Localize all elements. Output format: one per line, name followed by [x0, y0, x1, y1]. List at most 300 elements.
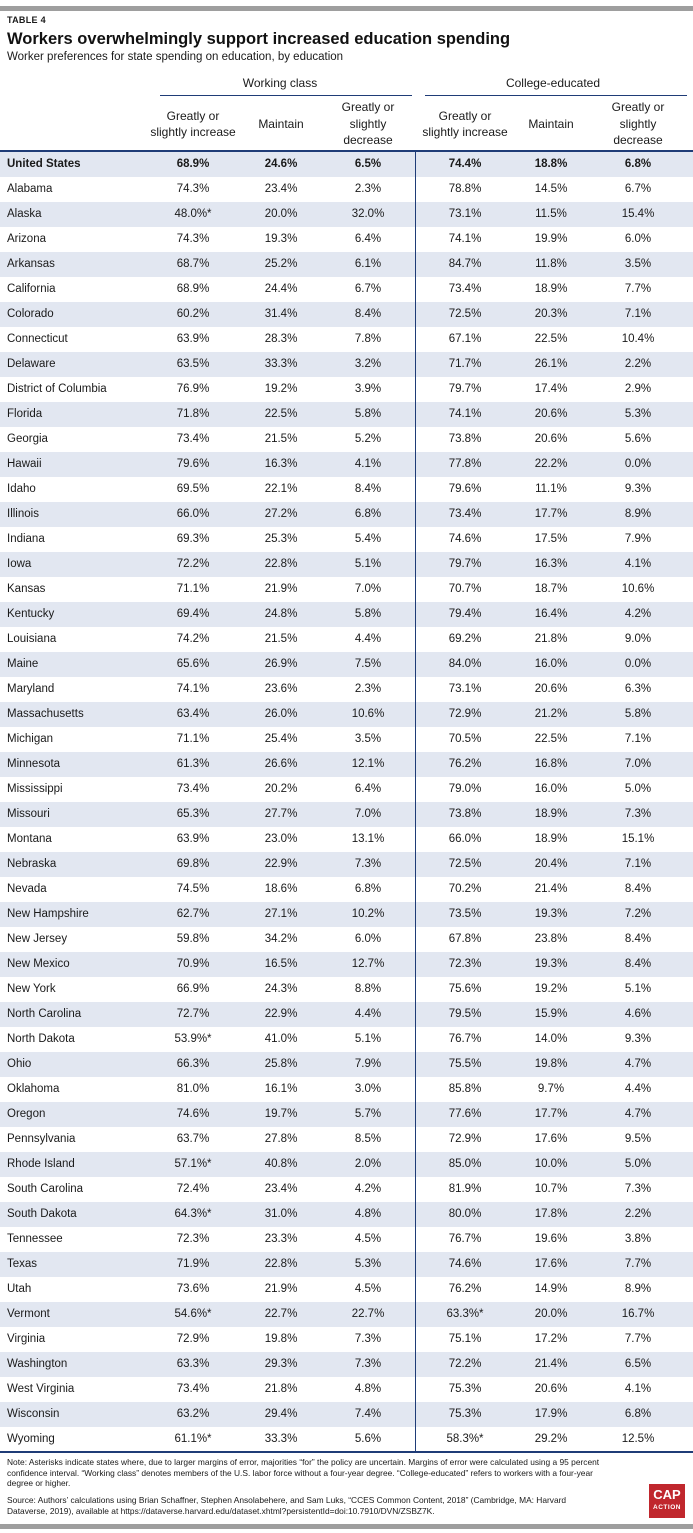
- row-state-name: Massachusetts: [7, 708, 84, 720]
- row-ce-decrease: 4.7%: [624, 1058, 652, 1070]
- row-ce-decrease: 6.3%: [624, 683, 652, 695]
- table-row: [0, 1077, 693, 1102]
- row-ce-increase: 58.3%*: [446, 1433, 484, 1445]
- row-state-name: South Carolina: [7, 1183, 84, 1195]
- row-wc-decrease: 5.8%: [354, 408, 382, 420]
- row-ce-decrease: 4.1%: [624, 1383, 652, 1395]
- row-ce-decrease: 8.4%: [624, 958, 652, 970]
- row-ce-maintain: 19.9%: [534, 233, 568, 245]
- row-wc-increase: 63.9%: [176, 833, 210, 845]
- row-wc-decrease: 8.8%: [354, 983, 382, 995]
- row-ce-increase: 75.3%: [448, 1408, 482, 1420]
- row-wc-decrease: 10.2%: [351, 908, 385, 920]
- col-header-wc-maintain: Maintain: [258, 116, 304, 131]
- table-row: [0, 527, 693, 552]
- row-wc-increase: 74.6%: [176, 1108, 210, 1120]
- row-ce-increase: 76.7%: [448, 1233, 482, 1245]
- row-ce-decrease: 4.6%: [624, 1008, 652, 1020]
- row-ce-maintain: 14.9%: [534, 1283, 568, 1295]
- row-wc-increase: 74.2%: [176, 633, 210, 645]
- table-row: [0, 1127, 693, 1152]
- row-wc-maintain: 22.7%: [264, 1308, 298, 1320]
- row-wc-decrease: 5.8%: [354, 608, 382, 620]
- table-row: [0, 1102, 693, 1127]
- table-row: [0, 1202, 693, 1227]
- row-wc-maintain: 26.6%: [264, 758, 298, 770]
- row-wc-increase: 76.9%: [176, 383, 210, 395]
- table-row: [0, 977, 693, 1002]
- table-row: [0, 1327, 693, 1352]
- row-wc-increase: 74.5%: [176, 883, 210, 895]
- row-state-name: Rhode Island: [7, 1158, 75, 1170]
- row-wc-decrease: 6.8%: [354, 883, 382, 895]
- row-wc-maintain: 25.4%: [264, 733, 298, 745]
- row-wc-increase: 79.6%: [176, 458, 210, 470]
- row-ce-increase: 73.1%: [448, 683, 482, 695]
- row-wc-increase: 63.9%: [176, 333, 210, 345]
- row-ce-decrease: 10.4%: [621, 333, 655, 345]
- row-state-name: Arkansas: [7, 258, 55, 270]
- row-wc-decrease: 32.0%: [351, 208, 385, 220]
- row-ce-maintain: 21.4%: [534, 1358, 568, 1370]
- row-ce-decrease: 0.0%: [624, 658, 652, 670]
- row-state-name: New Jersey: [7, 933, 68, 945]
- row-ce-decrease: 5.3%: [624, 408, 652, 420]
- group-header-college-educated: College-educated: [505, 76, 601, 90]
- row-ce-decrease: 8.4%: [624, 883, 652, 895]
- row-ce-maintain: 19.8%: [534, 1058, 568, 1070]
- row-wc-decrease: 4.2%: [354, 1183, 382, 1195]
- row-wc-decrease: 3.5%: [354, 733, 382, 745]
- row-ce-maintain: 20.6%: [534, 408, 568, 420]
- row-wc-increase: 54.6%*: [174, 1308, 212, 1320]
- row-ce-maintain: 29.2%: [534, 1433, 568, 1445]
- table-row: [0, 427, 693, 452]
- row-wc-increase: 63.2%: [176, 1408, 210, 1420]
- table-row: [0, 1227, 693, 1252]
- table-row: [0, 1052, 693, 1077]
- row-state-name: New Hampshire: [7, 908, 89, 920]
- row-ce-increase: 75.6%: [448, 983, 482, 995]
- row-wc-maintain: 29.3%: [264, 1358, 298, 1370]
- bottom-rule: [0, 1451, 693, 1453]
- row-ce-increase: 85.8%: [448, 1083, 482, 1095]
- row-ce-decrease: 7.1%: [624, 858, 652, 870]
- row-ce-maintain: 11.1%: [535, 483, 567, 495]
- row-state-name: Ohio: [7, 1058, 32, 1070]
- row-state-name: Missouri: [7, 808, 50, 820]
- row-state-name: California: [7, 283, 56, 295]
- row-wc-decrease: 5.7%: [354, 1108, 382, 1120]
- row-state-name: Montana: [7, 833, 52, 845]
- row-state-name: Illinois: [7, 508, 39, 520]
- row-wc-increase: 68.9%: [176, 283, 210, 295]
- row-wc-maintain: 19.3%: [264, 233, 298, 245]
- row-state-name: Wyoming: [7, 1433, 55, 1445]
- row-ce-increase: 79.5%: [448, 1008, 482, 1020]
- row-wc-decrease: 4.8%: [354, 1208, 382, 1220]
- row-wc-maintain: 23.4%: [264, 1183, 298, 1195]
- row-ce-increase: 76.7%: [448, 1033, 482, 1045]
- row-state-name: New Mexico: [7, 958, 70, 970]
- row-ce-increase: 79.7%: [448, 558, 482, 570]
- row-wc-increase: 71.1%: [176, 583, 210, 595]
- table-row: [0, 302, 693, 327]
- row-ce-decrease: 6.0%: [624, 233, 652, 245]
- row-ce-decrease: 16.7%: [621, 1308, 655, 1320]
- row-wc-maintain: 23.4%: [264, 183, 298, 195]
- row-state-name: Alabama: [7, 183, 53, 195]
- row-ce-maintain: 15.9%: [534, 1008, 568, 1020]
- row-wc-increase: 73.4%: [176, 783, 210, 795]
- row-ce-decrease: 7.7%: [624, 283, 652, 295]
- row-wc-maintain: 22.9%: [264, 858, 298, 870]
- row-state-name: Mississippi: [7, 783, 63, 795]
- row-wc-increase: 48.0%*: [174, 208, 212, 220]
- row-wc-decrease: 8.4%: [354, 308, 382, 320]
- row-state-name: Minnesota: [7, 758, 61, 770]
- row-wc-maintain: 19.2%: [264, 383, 298, 395]
- col-header-ce-increase: Greatly or slightly increase: [422, 108, 508, 139]
- row-wc-decrease: 7.8%: [354, 333, 382, 345]
- table-row: [0, 852, 693, 877]
- row-ce-decrease: 9.5%: [624, 1133, 652, 1145]
- row-wc-maintain: 16.1%: [264, 1083, 298, 1095]
- row-wc-decrease: 7.3%: [354, 858, 382, 870]
- row-wc-increase: 68.9%: [176, 158, 210, 170]
- row-wc-maintain: 25.2%: [264, 258, 298, 270]
- row-ce-decrease: 7.7%: [624, 1258, 652, 1270]
- row-ce-maintain: 21.4%: [534, 883, 568, 895]
- row-wc-decrease: 4.8%: [354, 1383, 382, 1395]
- row-wc-decrease: 7.5%: [354, 658, 382, 670]
- row-wc-maintain: 27.2%: [264, 508, 298, 520]
- table-row: [0, 952, 693, 977]
- row-ce-decrease: 3.8%: [624, 1233, 652, 1245]
- table-note: Note: Asterisks indicate states where, due to larger margins of error, majorities “for” the policy are uncertain. Margins of error were calculated using a 95 percent confidence interval. “Working class” denotes members of the U.S. labor force without a four-year degree. “College-educated” refers to workers with a four-year degree or higher.: [7, 1457, 600, 1489]
- row-ce-increase: 67.8%: [448, 933, 482, 945]
- row-wc-increase: 74.1%: [176, 683, 210, 695]
- row-wc-increase: 66.3%: [176, 1058, 210, 1070]
- table-row: [0, 627, 693, 652]
- row-ce-maintain: 22.5%: [534, 333, 568, 345]
- row-wc-maintain: 19.7%: [264, 1108, 298, 1120]
- row-ce-maintain: 17.6%: [534, 1258, 568, 1270]
- row-wc-maintain: 23.6%: [264, 683, 298, 695]
- row-wc-decrease: 8.4%: [354, 483, 382, 495]
- row-ce-increase: 72.5%: [448, 858, 482, 870]
- row-ce-increase: 79.7%: [448, 383, 482, 395]
- row-ce-maintain: 17.5%: [534, 533, 568, 545]
- row-ce-maintain: 16.0%: [534, 783, 568, 795]
- row-state-name: Alaska: [7, 208, 42, 220]
- row-state-name: Vermont: [7, 1308, 50, 1320]
- row-ce-maintain: 16.3%: [534, 558, 568, 570]
- table-row: [0, 877, 693, 902]
- row-ce-increase: 74.1%: [448, 233, 482, 245]
- row-wc-decrease: 4.4%: [354, 633, 382, 645]
- table-row: [0, 227, 693, 252]
- row-wc-increase: 65.3%: [176, 808, 210, 820]
- row-wc-increase: 57.1%*: [174, 1158, 212, 1170]
- row-ce-decrease: 4.2%: [624, 608, 652, 620]
- row-ce-increase: 78.8%: [448, 183, 482, 195]
- table-row: [0, 177, 693, 202]
- row-ce-maintain: 19.2%: [534, 983, 568, 995]
- row-wc-decrease: 5.3%: [354, 1258, 382, 1270]
- row-wc-decrease: 4.5%: [354, 1283, 382, 1295]
- row-wc-maintain: 20.0%: [264, 208, 298, 220]
- bottom-bar: [0, 1524, 693, 1529]
- row-ce-decrease: 8.4%: [624, 933, 652, 945]
- row-wc-maintain: 22.5%: [264, 408, 298, 420]
- table-row: [0, 402, 693, 427]
- table-row: [0, 1402, 693, 1427]
- table-row: [0, 552, 693, 577]
- row-ce-decrease: 7.1%: [624, 733, 652, 745]
- row-state-name: North Dakota: [7, 1033, 75, 1045]
- table-row: [0, 1177, 693, 1202]
- row-ce-maintain: 20.4%: [534, 858, 568, 870]
- row-ce-increase: 74.6%: [448, 533, 482, 545]
- row-ce-increase: 74.4%: [448, 158, 482, 170]
- row-ce-decrease: 8.9%: [624, 508, 652, 520]
- row-wc-decrease: 7.0%: [354, 583, 382, 595]
- row-state-name: Delaware: [7, 358, 56, 370]
- row-ce-increase: 77.8%: [448, 458, 482, 470]
- row-ce-increase: 63.3%*: [446, 1308, 484, 1320]
- table-row: [0, 1002, 693, 1027]
- row-wc-increase: 70.9%: [176, 958, 210, 970]
- row-wc-maintain: 22.1%: [264, 483, 298, 495]
- row-ce-increase: 70.7%: [448, 583, 482, 595]
- row-wc-increase: 71.8%: [176, 408, 210, 420]
- row-ce-decrease: 15.4%: [621, 208, 655, 220]
- row-ce-increase: 81.9%: [448, 1183, 482, 1195]
- row-ce-maintain: 20.6%: [534, 683, 568, 695]
- row-wc-decrease: 5.6%: [354, 1433, 382, 1445]
- row-state-name: Colorado: [7, 308, 54, 320]
- row-wc-increase: 72.4%: [176, 1183, 210, 1195]
- row-ce-maintain: 11.5%: [535, 208, 567, 220]
- table-row: [0, 152, 693, 177]
- row-ce-maintain: 23.8%: [534, 933, 568, 945]
- row-ce-maintain: 9.7%: [537, 1083, 565, 1095]
- row-ce-increase: 71.7%: [448, 358, 482, 370]
- row-wc-increase: 69.8%: [176, 858, 210, 870]
- row-wc-maintain: 24.4%: [264, 283, 298, 295]
- row-wc-decrease: 7.0%: [354, 808, 382, 820]
- row-ce-decrease: 6.5%: [624, 1358, 652, 1370]
- row-state-name: District of Columbia: [7, 383, 107, 395]
- row-ce-increase: 74.1%: [448, 408, 482, 420]
- row-wc-increase: 65.6%: [176, 658, 210, 670]
- row-wc-maintain: 21.5%: [264, 633, 298, 645]
- row-state-name: Connecticut: [7, 333, 68, 345]
- row-ce-maintain: 19.3%: [534, 908, 568, 920]
- table-row: [0, 252, 693, 277]
- row-wc-maintain: 31.0%: [264, 1208, 298, 1220]
- row-wc-decrease: 2.3%: [354, 683, 382, 695]
- row-wc-maintain: 21.8%: [264, 1383, 298, 1395]
- row-wc-maintain: 21.5%: [264, 433, 298, 445]
- row-state-name: Maryland: [7, 683, 55, 695]
- row-wc-maintain: 31.4%: [264, 308, 298, 320]
- row-wc-increase: 69.4%: [176, 608, 210, 620]
- row-ce-maintain: 17.7%: [534, 1108, 568, 1120]
- table-row: [0, 702, 693, 727]
- row-ce-increase: 69.2%: [448, 633, 482, 645]
- row-ce-increase: 73.4%: [448, 508, 482, 520]
- row-wc-maintain: 25.8%: [264, 1058, 298, 1070]
- row-ce-maintain: 26.1%: [534, 358, 568, 370]
- row-state-name: Michigan: [7, 733, 54, 745]
- row-wc-decrease: 4.1%: [354, 458, 382, 470]
- row-ce-decrease: 7.9%: [624, 533, 652, 545]
- row-ce-decrease: 4.1%: [624, 558, 652, 570]
- row-ce-maintain: 20.0%: [534, 1308, 568, 1320]
- row-wc-decrease: 6.4%: [354, 783, 382, 795]
- col-header-wc-decrease: Greatly or slightly decrease: [341, 100, 395, 148]
- row-wc-decrease: 6.4%: [354, 233, 382, 245]
- row-ce-decrease: 6.7%: [624, 183, 652, 195]
- row-state-name: Tennessee: [7, 1233, 63, 1245]
- row-ce-decrease: 7.0%: [624, 758, 652, 770]
- row-wc-increase: 71.1%: [176, 733, 210, 745]
- row-wc-increase: 63.4%: [176, 708, 210, 720]
- row-ce-increase: 70.2%: [448, 883, 482, 895]
- logo-line-2: ACTION: [653, 1504, 681, 1511]
- row-wc-maintain: 23.0%: [264, 833, 298, 845]
- row-wc-maintain: 33.3%: [264, 358, 298, 370]
- col-header-ce-maintain: Maintain: [528, 116, 574, 131]
- row-state-name: Oregon: [7, 1108, 46, 1120]
- row-ce-maintain: 21.2%: [534, 708, 568, 720]
- row-wc-increase: 61.1%*: [174, 1433, 212, 1445]
- table-row: [0, 327, 693, 352]
- row-wc-maintain: 24.8%: [264, 608, 298, 620]
- row-wc-maintain: 41.0%: [264, 1033, 298, 1045]
- table-row: [0, 727, 693, 752]
- table-row: [0, 477, 693, 502]
- row-ce-maintain: 10.7%: [534, 1183, 568, 1195]
- row-wc-increase: 63.7%: [176, 1133, 210, 1145]
- row-ce-increase: 73.1%: [448, 208, 482, 220]
- row-wc-increase: 63.5%: [176, 358, 210, 370]
- row-ce-maintain: 20.6%: [534, 433, 568, 445]
- table-row: [0, 1302, 693, 1327]
- row-ce-maintain: 16.8%: [534, 758, 568, 770]
- row-ce-maintain: 19.3%: [534, 958, 568, 970]
- row-wc-decrease: 6.1%: [354, 258, 382, 270]
- row-wc-maintain: 21.9%: [264, 1283, 298, 1295]
- group-underline-working-class: [160, 95, 412, 96]
- table-row: [0, 827, 693, 852]
- row-wc-maintain: 21.9%: [264, 583, 298, 595]
- row-ce-increase: 84.0%: [448, 658, 482, 670]
- row-wc-decrease: 6.0%: [354, 933, 382, 945]
- row-ce-maintain: 17.8%: [534, 1208, 568, 1220]
- row-ce-maintain: 16.0%: [534, 658, 568, 670]
- row-wc-decrease: 3.2%: [354, 358, 382, 370]
- row-wc-increase: 66.0%: [176, 508, 210, 520]
- row-state-name: Georgia: [7, 433, 48, 445]
- row-ce-decrease: 6.8%: [624, 1408, 652, 1420]
- col-header-wc-increase: Greatly or slightly increase: [150, 108, 236, 139]
- row-ce-maintain: 18.9%: [534, 283, 568, 295]
- row-wc-increase: 72.7%: [176, 1008, 210, 1020]
- row-ce-increase: 79.0%: [448, 783, 482, 795]
- row-ce-increase: 72.2%: [448, 1358, 482, 1370]
- row-wc-maintain: 20.2%: [264, 783, 298, 795]
- table-row: [0, 927, 693, 952]
- row-wc-maintain: 22.8%: [264, 558, 298, 570]
- row-ce-decrease: 9.0%: [624, 633, 652, 645]
- row-wc-decrease: 8.5%: [354, 1133, 382, 1145]
- row-wc-decrease: 6.7%: [354, 283, 382, 295]
- row-wc-maintain: 23.3%: [264, 1233, 298, 1245]
- row-ce-maintain: 14.0%: [534, 1033, 568, 1045]
- row-wc-increase: 74.3%: [176, 183, 210, 195]
- table-row: [0, 1277, 693, 1302]
- table-source: Source: Authors’ calculations using Brian Schaffner, Stephen Ansolabehere, and Sam Luks, “CCES Common Content, 2018” (Cambridge, MA: Harvard Dataverse, 2019), available at https://dataverse.harvard.edu/dataset.xhtml?persistentId=doi:10.7910/DVN/ZSBZ7K.: [7, 1495, 567, 1516]
- table-row: [0, 677, 693, 702]
- row-wc-increase: 69.5%: [176, 483, 210, 495]
- row-wc-decrease: 5.1%: [354, 558, 382, 570]
- table-row: [0, 1152, 693, 1177]
- row-ce-maintain: 19.6%: [534, 1233, 568, 1245]
- row-ce-decrease: 10.6%: [621, 583, 655, 595]
- table-row: [0, 577, 693, 602]
- row-ce-increase: 85.0%: [448, 1158, 482, 1170]
- top-bar: [0, 6, 693, 11]
- row-wc-decrease: 7.3%: [354, 1333, 382, 1345]
- row-wc-increase: 60.2%: [176, 308, 210, 320]
- row-wc-maintain: 22.9%: [264, 1008, 298, 1020]
- row-ce-increase: 79.4%: [448, 608, 482, 620]
- row-ce-maintain: 18.8%: [534, 158, 568, 170]
- row-wc-increase: 71.9%: [176, 1258, 210, 1270]
- row-state-name: Florida: [7, 408, 43, 420]
- row-wc-decrease: 12.1%: [351, 758, 385, 770]
- row-wc-increase: 72.3%: [176, 1233, 210, 1245]
- row-ce-increase: 76.2%: [448, 1283, 482, 1295]
- row-ce-decrease: 9.3%: [624, 1033, 652, 1045]
- row-state-name: United States: [7, 158, 81, 170]
- row-wc-increase: 73.4%: [176, 433, 210, 445]
- row-state-name: Utah: [7, 1283, 32, 1295]
- row-ce-maintain: 21.8%: [534, 633, 568, 645]
- table-row: [0, 1027, 693, 1052]
- row-ce-decrease: 5.1%: [624, 983, 652, 995]
- row-ce-increase: 77.6%: [448, 1108, 482, 1120]
- row-state-name: Kansas: [7, 583, 46, 595]
- row-wc-increase: 64.3%*: [174, 1208, 212, 1220]
- row-ce-increase: 72.3%: [448, 958, 482, 970]
- row-state-name: Idaho: [7, 483, 36, 495]
- row-wc-decrease: 12.7%: [351, 958, 385, 970]
- row-state-name: Indiana: [7, 533, 45, 545]
- row-wc-decrease: 13.1%: [351, 833, 385, 845]
- row-wc-maintain: 27.8%: [264, 1133, 298, 1145]
- row-ce-increase: 84.7%: [448, 258, 482, 270]
- row-wc-maintain: 18.6%: [264, 883, 298, 895]
- row-wc-decrease: 3.9%: [354, 383, 382, 395]
- row-ce-decrease: 8.9%: [624, 1283, 652, 1295]
- row-wc-decrease: 22.7%: [351, 1308, 385, 1320]
- row-wc-decrease: 2.3%: [354, 183, 382, 195]
- table-row: [0, 602, 693, 627]
